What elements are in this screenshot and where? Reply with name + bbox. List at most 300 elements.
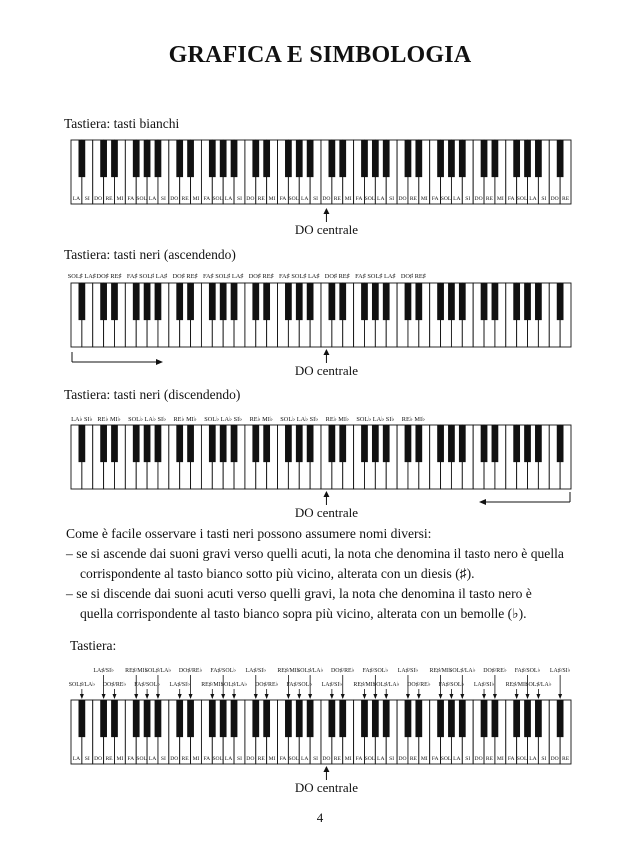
black-key [437,283,444,320]
black-key-pointer-head [406,694,410,699]
black-key-name-label: DO♯/RE♭ [254,682,279,688]
center-arrow-head [323,208,329,214]
black-key-pointer-head [102,694,106,699]
keyboard-full [71,700,571,764]
white-key-label: RE [181,196,189,202]
black-key [220,140,227,177]
black-key-group-label-descending: RE♭ MI♭ [173,416,197,423]
white-key-label: SOL [516,196,528,202]
do-centrale-label-3: DO centrale [294,505,359,520]
white-key-label: LA [377,756,385,762]
black-key [263,425,270,462]
white-key-label: DO [474,756,483,762]
black-key [557,700,564,737]
white-key-label: RE [409,756,417,762]
black-key [220,425,227,462]
black-key [79,700,86,737]
black-key [492,700,499,737]
white-key-label: MI [192,756,200,762]
do-centrale-label-1: DO centrale [294,222,359,237]
white-key-label: FA [203,196,211,202]
black-key-name-label: DO♯/RE♭ [331,668,355,674]
white-key-label: SI [84,196,90,202]
black-key-name-label: DO♯/RE♭ [483,668,507,674]
black-key-name-label: LA♯/SI♭ [169,682,190,688]
white-key-label: DO [474,196,483,202]
black-key [557,425,564,462]
white-key-label: LA [529,196,537,202]
white-key-label: RE [181,756,189,762]
black-key-group-label-descending: RE♭ MI♭ [325,416,349,423]
black-key [263,283,270,320]
white-key-label: MI [344,196,352,202]
black-key [176,283,183,320]
black-key [263,700,270,737]
descending-arrow-head [479,499,486,505]
black-key-group-label-ascending: FA♯ SOL♯ LA♯ [202,273,244,280]
black-key-group-label-descending: SOL♭ LA♭ SI♭ [356,416,395,423]
black-key-name-label: LA♯/SI♭ [321,682,343,688]
black-key [415,140,422,177]
black-key-pointer-head [417,694,421,699]
black-key [79,425,86,462]
black-key [535,283,542,320]
black-key [155,140,162,177]
black-key-name-label: SOL♯/LA♭ [68,682,96,688]
white-key-label: RE [333,756,341,762]
white-key-label: SOL [136,756,147,762]
black-key [263,140,270,177]
black-key-name-label: SOL♯/LA♭ [144,668,172,674]
white-key-label: FA [279,196,287,202]
white-key-label: SOL [212,756,224,762]
black-key [111,700,118,737]
white-key-label: LA [224,196,233,202]
explanation-paragraph [66,524,566,624]
black-key-group-label-ascending: DO♯ RE♯ [400,273,426,280]
black-key [144,700,151,737]
black-key [209,140,216,177]
black-key [448,283,455,320]
black-key [155,425,162,462]
black-key [100,283,107,320]
paragraph-bullet-descending: – se si discende dai suoni acuti verso quelli gravi, la nota che denomina il tasto nero è quella corrispondente al tasto bianco sopra più vicino, alterata con un bemolle (♭). [66,586,532,621]
black-key [513,425,520,462]
black-key-name-label: DO♯/RE♭ [102,682,127,688]
white-key-label: SI [313,756,319,762]
black-key-name-label: FA♯/SOL♭ [134,682,160,688]
section-label-white-keys: Tastiera: tasti bianchi [64,116,180,131]
black-key [209,425,216,462]
black-key [361,425,368,462]
black-key [513,283,520,320]
white-key-label: DO [398,196,407,202]
page-title: GRAFICA E SIMBOLOGIA [168,42,472,68]
black-key-name-label: LA♯/SI♭ [245,668,267,674]
black-key [372,700,379,737]
white-key-label: SI [313,196,319,202]
white-key-label: MI [496,756,504,762]
black-key-pointer-head [308,694,312,699]
black-key [383,425,390,462]
black-key [329,140,336,177]
white-key-label: LA [377,196,385,202]
black-key-name-label: SOL♯/LA♭ [449,668,476,674]
white-key-label: SI [541,196,547,202]
black-key [111,283,118,320]
white-key-label: SI [465,196,471,202]
black-key [535,700,542,737]
black-key [111,425,118,462]
black-key [296,700,303,737]
black-key [524,700,531,737]
black-key-pointer-head [439,694,443,699]
section-label-black-descending: Tastiera: tasti neri (discendendo) [64,387,241,402]
white-key-label: RE [105,756,113,762]
black-key [252,283,259,320]
black-key [296,283,303,320]
black-key [79,283,86,320]
black-key [111,140,118,177]
black-key-name-label: DO♯/RE♭ [407,682,431,688]
black-key [144,283,151,320]
black-key [187,283,194,320]
black-key-pointer-head [297,694,301,699]
white-key-label: RE [561,756,570,762]
black-key [535,140,542,177]
black-key [100,425,107,462]
black-key [285,140,292,177]
black-key-pointer-head [286,694,290,699]
white-key-label: DO [246,196,255,202]
white-key-label: RE [257,196,265,202]
black-key-pointer-head [254,694,258,699]
center-arrow-head [323,766,329,772]
white-key-label: SOL [212,196,224,202]
black-key [307,700,314,737]
black-key [285,700,292,737]
black-key [187,140,194,177]
black-key [459,140,466,177]
do-centrale-label-2: DO centrale [294,363,359,378]
black-key [459,425,466,462]
black-key [481,425,488,462]
black-key [133,140,140,177]
black-key [459,700,466,737]
black-key [361,140,368,177]
white-key-label: DO [170,756,179,762]
black-key-pointer-head [145,694,149,699]
white-key-label: MI [496,196,504,202]
page-number: 4 [316,810,324,825]
white-key-label: LA [148,756,157,762]
black-key [415,425,422,462]
black-key-group-label-ascending: FA♯ SOL♯ LA♯ [279,273,320,280]
center-arrow-head [323,349,329,355]
black-key-group-label-ascending: DO♯ RE♯ [248,273,274,280]
white-key-label: RE [105,196,113,202]
white-key-label: FA [127,196,135,202]
black-key-pointer-head [373,694,377,699]
black-key-pointer-head [449,694,453,699]
black-key-name-label: RE♯/MI♭ [429,668,452,674]
black-key [524,140,531,177]
black-key [383,283,390,320]
white-key-label: DO [550,756,559,762]
black-key [372,283,379,320]
black-key [492,425,499,462]
black-key-name-label: SOL♯/LA♭ [525,682,552,688]
black-key [231,700,238,737]
black-key [524,425,531,462]
white-key-label: RE [257,756,265,762]
black-key-group-label-descending: RE♭ MI♭ [249,416,273,423]
black-key [176,425,183,462]
black-key [220,700,227,737]
black-key [329,283,336,320]
black-key [372,140,379,177]
black-key-pointer-head [178,694,182,699]
black-key-group-label-descending: RE♭ MI♭ [401,416,426,423]
black-key [557,283,564,320]
black-key-pointer-head [558,694,562,699]
white-key-label: MI [116,756,124,762]
black-key-name-label: RE♯/MI♭ [125,668,148,674]
black-key [448,700,455,737]
white-key-label: MI [420,196,428,202]
black-key [437,425,444,462]
white-key-label: DO [246,756,255,762]
black-key-name-label: FA♯/SOL♭ [286,682,313,688]
black-key [296,140,303,177]
black-key [361,700,368,737]
black-key-name-label: RE♯/MI♭ [505,682,528,688]
white-key-label: SOL [288,196,300,202]
black-key [144,425,151,462]
black-key [285,283,292,320]
black-key-group-label-ascending: FA♯ SOL♯ LA♯ [126,273,168,280]
black-key-name-label: RE♯/MI♭ [277,668,300,674]
black-key-name-label: RE♯/MI♭ [353,682,376,688]
black-key-pointer-head [156,694,160,699]
black-key [415,700,422,737]
black-key [513,140,520,177]
white-key-label: SOL [136,196,147,202]
black-key [481,283,488,320]
black-key [437,140,444,177]
keyboard-white-keys-graphic [71,140,571,204]
black-key-name-label: LA♯/SI♭ [93,668,114,674]
white-key-label: SOL [516,756,528,762]
black-key-pointer-head [341,694,345,699]
black-key [79,140,86,177]
black-key [405,283,412,320]
black-key-pointer-head [232,694,236,699]
black-key [144,140,151,177]
white-key-label: SOL [364,756,376,762]
black-key-pointer-head [362,694,366,699]
section-label-black-ascending: Tastiera: tasti neri (ascendendo) [64,247,236,262]
white-key-label: FA [431,196,439,202]
black-key-pointer-head [493,694,497,699]
black-key-group-label-descending: RE♭ MI♭ [97,416,121,423]
black-key-pointer-head [526,694,530,699]
white-key-label: SI [160,756,166,762]
black-key-group-label-descending: SOL♭ LA♭ SI♭ [280,416,319,423]
black-key-pointer-head [460,694,464,699]
paragraph-bullet-ascending: – se si ascende dai suoni gravi verso quelli acuti, la nota che denomina il tasto nero è quella corrispondente al tasto bianco sotto più vicino, alterata con un diesis (♯). [66,546,564,581]
white-key-label: DO [94,756,103,762]
black-key-group-label-ascending: SOL♯ LA♯ [67,273,96,280]
white-key-label: SI [389,196,395,202]
white-key-label: SI [389,756,395,762]
white-key-label: DO [550,196,559,202]
white-key-label: DO [322,196,331,202]
black-key-name-label: LA♯/SI♭ [549,668,571,674]
black-key [252,425,259,462]
white-key-label: LA [529,756,537,762]
white-key-label: FA [355,756,363,762]
black-key [339,283,346,320]
black-key [405,700,412,737]
white-key-label: SI [236,196,242,202]
black-key [100,700,107,737]
black-key [187,425,194,462]
black-key [252,140,259,177]
black-key-name-label: FA♯/SOL♭ [362,668,389,674]
black-key [209,283,216,320]
black-key [372,425,379,462]
white-key-label: MI [192,196,200,202]
white-key-label: LA [300,196,309,202]
black-key-pointer-head [221,694,225,699]
black-key-name-label: SOL♯/LA♭ [296,668,324,674]
ascending-arrow-head [156,359,163,365]
black-key [535,425,542,462]
white-key-label: LA [453,756,461,762]
black-key [405,425,412,462]
paragraph-intro: Come è facile osservare i tasti neri possono assumere nomi diversi: [66,526,432,541]
white-key-label: LA [453,196,461,202]
black-key [307,140,314,177]
white-key-label: MI [116,196,124,202]
white-key-label: SI [84,756,90,762]
white-key-label: DO [322,756,331,762]
black-key [415,283,422,320]
white-key-label: RE [485,756,494,762]
white-key-label: SOL [288,756,300,762]
black-key-name-label: LA♯/SI♭ [473,682,495,688]
white-key-label: FA [431,756,439,762]
black-key [155,700,162,737]
black-key-pointer-head [515,694,519,699]
black-key [307,283,314,320]
white-key-label: LA [72,756,81,762]
white-key-label: RE [485,196,494,202]
black-key [231,283,238,320]
white-key-label: MI [268,756,276,762]
black-key-pointer-head [330,694,334,699]
black-key [187,700,194,737]
white-key-label: MI [268,196,276,202]
black-key-pointer-head [210,694,214,699]
white-key-label: FA [127,756,135,762]
black-key-pointer-head [265,694,269,699]
black-key [383,700,390,737]
black-key-pointer-head [189,694,193,699]
white-key-label: DO [170,196,179,202]
black-key-name-label: LA♯/SI♭ [397,668,419,674]
white-key-label: FA [279,756,287,762]
keyboard-black-descending [71,425,571,489]
black-key-group-label-descending: LA♭ SI♭ [71,416,93,423]
white-key-label: LA [72,196,81,202]
black-key [329,425,336,462]
black-key [133,425,140,462]
black-key-pointer-head [384,694,388,699]
white-key-label: LA [224,756,233,762]
black-key-name-label: SOL♯/LA♭ [220,682,248,688]
do-centrale-label-4: DO centrale [294,780,359,795]
black-key [252,700,259,737]
white-key-label: SOL [364,196,376,202]
black-key [448,140,455,177]
white-key-label: DO [94,196,103,202]
white-key-label: FA [507,196,515,202]
black-key-pointer-head [134,694,138,699]
black-key-pointer-head [80,694,84,699]
black-key [133,283,140,320]
black-key-name-label: FA♯/SOL♭ [438,682,465,688]
center-arrow-head [323,491,329,497]
black-key [307,425,314,462]
black-key [524,283,531,320]
white-key-label: RE [409,196,417,202]
white-key-label: MI [344,756,352,762]
white-key-label: FA [203,756,211,762]
white-key-label: SI [236,756,242,762]
black-key-group-label-ascending: FA♯ SOL♯ LA♯ [355,273,396,280]
black-key-name-label: FA♯/SOL♭ [514,668,541,674]
black-key [176,140,183,177]
black-key [231,425,238,462]
black-key [339,140,346,177]
black-key-name-label: RE♯/MI♭ [201,682,224,688]
black-key [339,700,346,737]
black-key [155,283,162,320]
black-key [339,425,346,462]
black-key-pointer-head [536,694,540,699]
black-key-name-label: SOL♯/LA♭ [373,682,400,688]
black-key-pointer-head [112,694,116,699]
white-key-label: FA [507,756,515,762]
black-key [361,283,368,320]
white-key-label: MI [420,756,428,762]
white-key-label: LA [148,196,157,202]
black-key [383,140,390,177]
black-key [513,700,520,737]
black-key-name-label: DO♯/RE♭ [178,668,203,674]
black-key [557,140,564,177]
white-key-label: RE [561,196,570,202]
white-key-label: SI [160,196,166,202]
black-key [492,283,499,320]
black-key-group-label-descending: SOL♭ LA♭ SI♭ [204,416,243,423]
black-key-group-label-descending: SOL♭ LA♭ SI♭ [128,416,167,423]
black-key [329,700,336,737]
black-key [209,700,216,737]
black-key [176,700,183,737]
